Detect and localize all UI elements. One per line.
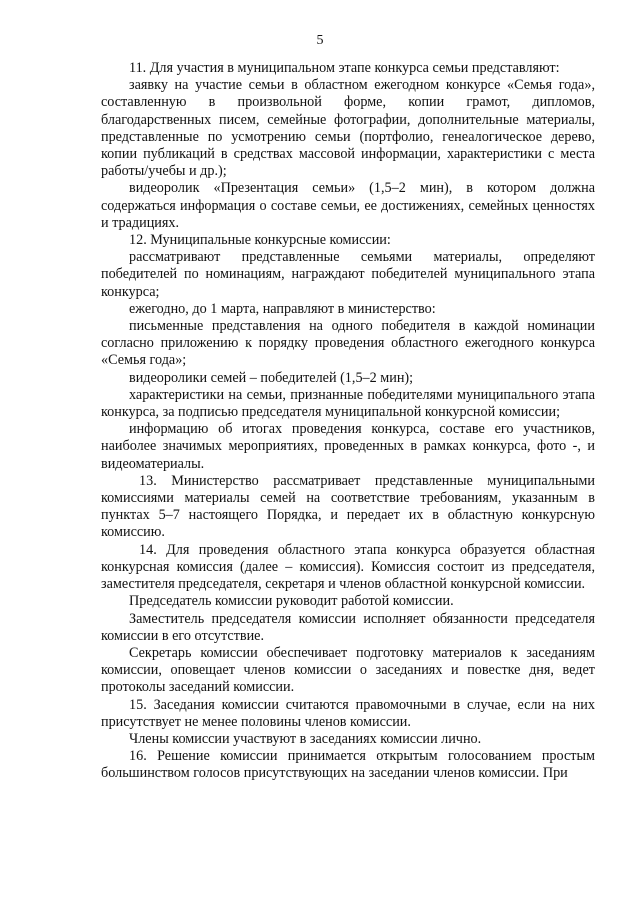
- paragraph-application: заявку на участие семьи в областном ежегодном конкурсе «Семья года», составленную в произвольной форме, копии грамот, дипломов, благодарственных писем, семейные фотографии, дополнительные материалы, представленные по усмотрению семьи (портфолио, генеалогическое дерево, копии публикаций в средствах массовой информации, характеристики с места работы/учебы и др.);: [101, 77, 595, 180]
- page-number: 5: [316, 33, 324, 48]
- paragraph-13: 13. Министерство рассматривает представленные муниципальными комиссиями материалы семей на соответствие требованиям, указанным в пунктах 5–7 настоящего Порядка, и передает их в областную конкурсную комиссию.: [101, 472, 595, 541]
- paragraph-11: 11. Для участия в муниципальном этапе конкурса семьи представляют:: [129, 60, 560, 76]
- paragraph-deputy: Заместитель председателя комиссии исполняет обязанности председателя комиссии в его отсутствие.: [101, 610, 595, 644]
- paragraph-16: 16. Решение комиссии принимается открытым голосованием простым большинством голосов присутствующих на заседании членов комиссии. При: [101, 748, 595, 782]
- paragraph-video: видеоролик «Презентация семьи» (1,5–2 мин), в котором должна содержаться информация о составе семьи, ее достижениях, семейных ценностях и традициях.: [101, 180, 595, 231]
- paragraph-winner-videos: видеоролики семей – победителей (1,5–2 мин);: [129, 369, 414, 386]
- paragraph-characteristics: характеристики на семьи, признанные победителями муниципального этапа конкурса, за подписью председателя муниципальной конкурсной комиссии;: [101, 386, 595, 421]
- paragraph-members: Члены комиссии участвуют в заседаниях комиссии лично.: [129, 730, 482, 747]
- paragraph-14: 14. Для проведения областного этапа конкурса образуется областная конкурсная комиссия (далее – комиссия). Комиссия состоит из председателя, заместителя председателя, секретаря и членов областной конкурсной комиссии.: [101, 541, 595, 593]
- paragraph-review: рассматривают представленные семьями материалы, определяют победителей по номинациям, награждают победителей муниципального этапа конкурса;: [101, 249, 595, 300]
- document-body: [101, 60, 595, 783]
- paragraph-15: 15. Заседания комиссии считаются правомочными в случае, если на них присутствует не менее половины членов комиссии.: [101, 696, 595, 730]
- paragraph-written-submissions: письменные представления на одного победителя в каждой номинации согласно приложению к порядку проведения областного ежегодного конкурса «Семья года»;: [101, 318, 595, 369]
- paragraph-results-info: информацию об итогах проведения конкурса, составе его участников, наиболее значимых мероприятиях, проведенных в рамках конкурса, фото -, и видеоматериалы.: [101, 421, 595, 472]
- paragraph-annually: ежегодно, до 1 марта, направляют в министерство:: [129, 300, 436, 317]
- paragraph-secretary: Секретарь комиссии обеспечивает подготовку материалов к заседаниям комиссии, оповещает членов комиссии о заседаниях и повестке дня, ведет протоколы заседаний комиссии.: [101, 644, 595, 696]
- paragraph-chairman: Председатель комиссии руководит работой комиссии.: [129, 593, 454, 610]
- paragraph-12: 12. Муниципальные конкурсные комиссии:: [129, 232, 391, 249]
